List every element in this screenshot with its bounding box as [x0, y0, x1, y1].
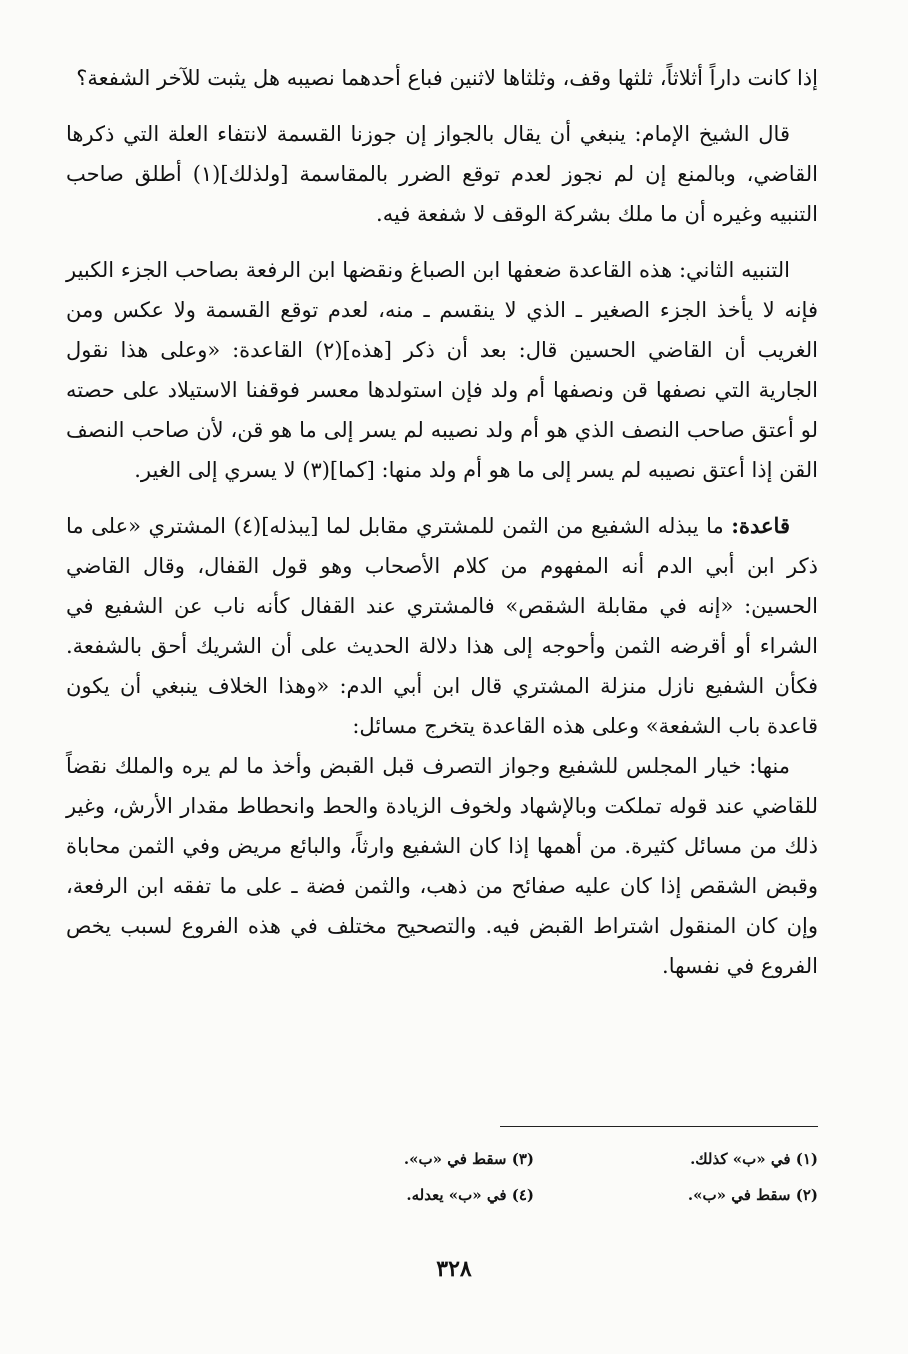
paragraph-4 — [66, 506, 818, 746]
page-number: ٣٢٨ — [436, 1256, 472, 1282]
paragraph-1 — [66, 58, 818, 98]
footnote-2: (٢) سقط في «ب». — [687, 1186, 818, 1204]
main-text — [66, 58, 818, 986]
paragraph-2 — [66, 114, 818, 234]
footnote-1: (١) في «ب» كذلك. — [690, 1150, 818, 1168]
footnote-3: (٣) سقط في «ب». — [403, 1150, 534, 1168]
footnote-4: (٤) في «ب» يعدله. — [406, 1186, 534, 1204]
paragraph-5 — [66, 746, 818, 986]
footnotes — [290, 1146, 818, 1208]
footnote-divider — [500, 1126, 818, 1127]
paragraph-2-text: قال الشيخ الإمام: ينبغي أن يقال بالجواز إن جوزنا القسمة لانتفاء العلة التي ذكرها القاضي، وبالمنع إن لم نجوز لعدم توقع الضرر بالمقاسمة [ولذلك](١) أطلق صاحب التنبيه وغيره أن ما ملك بشركة الوقف لا شفعة فيه. — [66, 122, 818, 226]
paragraph-1-text: إذا كانت داراً أثلاثاً، ثلثها وقف، وثلثاها لاثنين فباع أحدهما نصيبه هل يثبت للآخر الشفعة؟ — [76, 66, 818, 90]
paragraph-4-text: ما يبذله الشفيع من الثمن للمشتري مقابل لما [يبذله](٤) المشتري «على ما ذكر ابن أبي الدم أنه المفهوم من كلام الأصحاب وهو قول القفال، وقال القاضي الحسين: «إنه في مقابلة الشقص» فالمشتري عند القفال كأنه ناب عن الشفيع في الشراء أو أقرضه الثمن وأحوجه إلى هذا دلالة الحديث على أن الشريك أحق بالشفعة. فكأن الشفيع نازل منزلة المشتري قال ابن أبي الدم: «وهذا الخلاف ينبغي أن يكون قاعدة باب الشفعة» وعلى هذه القاعدة يتخرج مسائل: — [66, 514, 818, 738]
paragraph-3-text: التنبيه الثاني: هذه القاعدة ضعفها ابن الصباغ ونقضها ابن الرفعة بصاحب الجزء الكبير فإنه لا يأخذ الجزء الصغير ـ الذي لا ينقسم ـ منه، لعدم توقع القسمة ولا عكس ومن الغريب أن القاضي الحسين قال: بعد أن ذكر [هذه](٢) القاعدة: «وعلى هذا نقول الجارية التي نصفها قن ونصفها أم ولد فإن استولدها معسر فوقفنا الاستيلاد على حصته لو أعتق صاحب النصف الذي هو أم ولد نصيبه لم يسر إلى ما هو قن، لأن صاحب النصف القن إذا أعتق نصيبه لم يسر إلى ما هو أم ولد منها: [كما](٣) لا يسري إلى الغير. — [66, 258, 818, 482]
paragraph-3 — [66, 250, 818, 490]
paragraph-5-text: منها: خيار المجلس للشفيع وجواز التصرف قبل القبض وأخذ ما لم يره والملك نقضاً للقاضي عند قوله تملكت وبالإشهاد ولخوف الزيادة والحط وانحطاط مقدار الأرش، وغير ذلك من مسائل كثيرة. من أهمها إذا كان الشفيع وارثاً، والبائع مريض وفي الثمن محاباة وقبض الشقص إذا كان عليه صفائح من ذهب، والثمن فضة ـ على ما تفقه ابن الرفعة، وإن كان المنقول اشتراط القبض فيه. والتصحيح مختلف في هذه الفروع لسبب يخص الفروع في نفسها. — [66, 754, 818, 978]
paragraph-4-lead: قاعدة: — [731, 513, 790, 538]
